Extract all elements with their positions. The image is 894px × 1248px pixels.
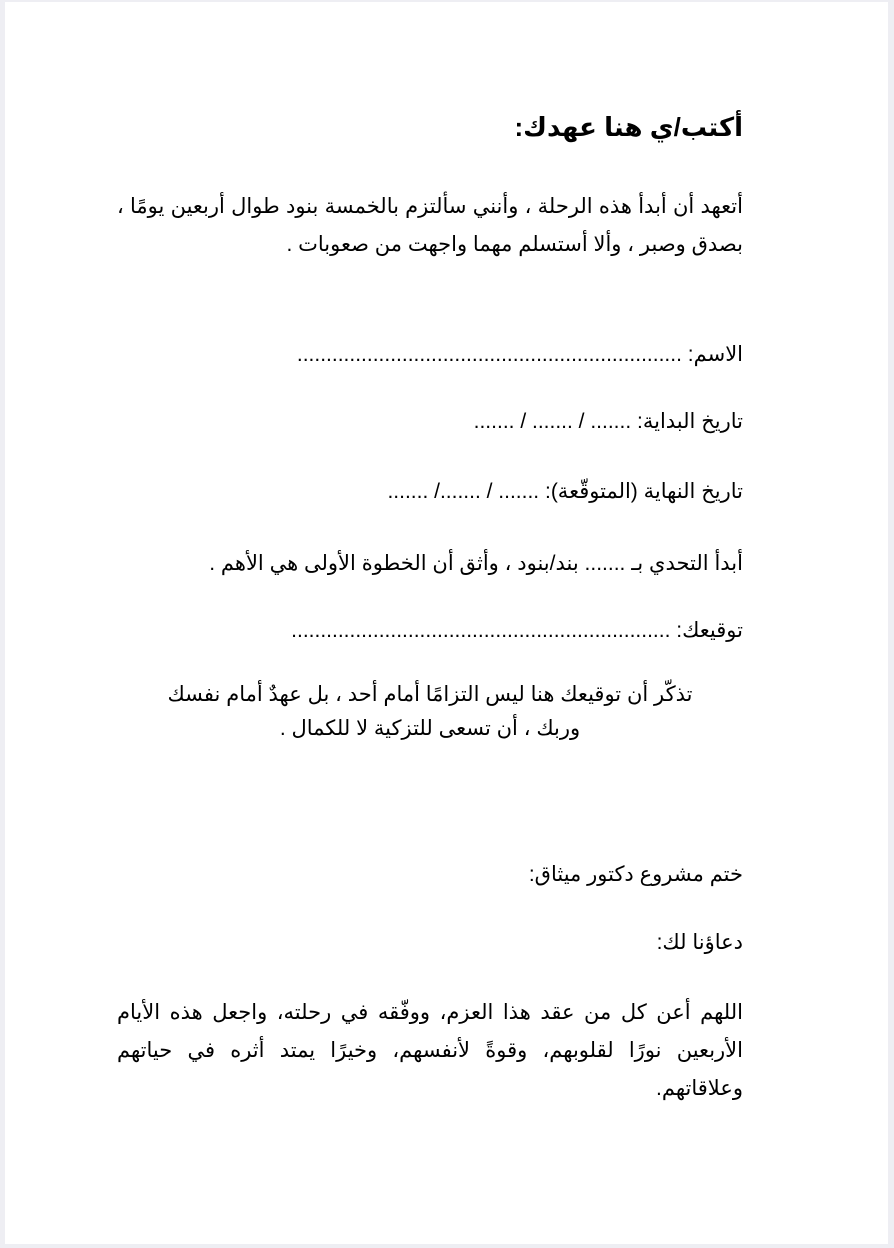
name-label: الاسم: xyxy=(687,343,743,366)
signature-blank[interactable]: ................................................................. xyxy=(291,619,671,642)
signature-label: توقيعك: xyxy=(676,619,743,642)
document-page xyxy=(5,2,888,1244)
prayer-paragraph: اللهم أعن كل من عقد هذا العزم، ووفّقه في رحلته، واجعل هذه الأيام الأربعين نورًا لقلوبهم، وقوةً لأنفسهم، وخيرًا يمتد أثره في حياتهم وعلاقاتهم. xyxy=(117,1001,743,1100)
name-field[interactable] xyxy=(117,340,743,370)
page-title: أكتب/ي هنا عهدك: xyxy=(514,112,743,142)
prayer-heading: دعاؤنا لك: xyxy=(656,931,743,954)
name-blank[interactable]: .................................................................. xyxy=(296,343,682,366)
signature-field[interactable] xyxy=(117,616,743,646)
start-date-field[interactable] xyxy=(117,407,743,437)
reminder-line-2: وربك ، أن تسعى للتزكية لا للكمال . xyxy=(279,717,581,740)
closing-line: ختم مشروع دكتور ميثاق: xyxy=(528,863,743,886)
end-date-blank[interactable]: ....... / ......./ ....... xyxy=(387,480,540,503)
reminder-note xyxy=(117,678,743,746)
end-date-field[interactable] xyxy=(117,477,743,507)
challenge-line[interactable]: أبدأ التحدي بـ ....... بند/بنود ، وأثق أن الخطوة الأولى هي الأهم . xyxy=(209,552,743,575)
reminder-line-1: تذكّر أن توقيعك هنا ليس التزامًا أمام أحد ، بل عهدٌ أمام نفسك xyxy=(167,683,693,706)
end-date-label: تاريخ النهاية (المتوقّعة): xyxy=(544,480,743,503)
start-date-blank[interactable]: ....... / ....... / ....... xyxy=(473,410,632,433)
pledge-paragraph: أتعهد أن أبدأ هذه الرحلة ، وأنني سألتزم بالخمسة بنود طوال أربعين يومًا ، بصدق وصبر ، وألا أستسلم مهما واجهت من صعوبات . xyxy=(117,195,743,256)
start-date-label: تاريخ البداية: xyxy=(637,410,743,433)
